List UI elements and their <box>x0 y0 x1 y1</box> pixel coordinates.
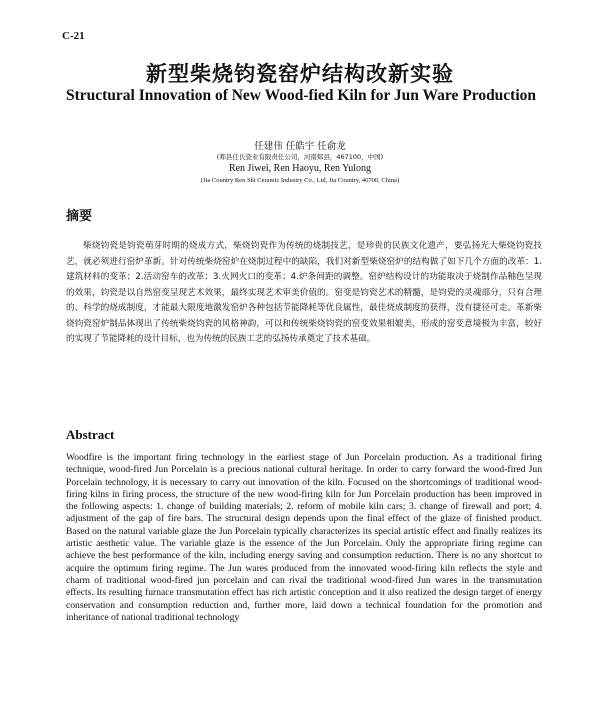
abstract-heading-chinese: 摘要 <box>66 209 93 224</box>
affiliation-english: (Jia Country Ren Shi Ceramic Industry Co., Ltd, Jia Country, 46700, China) <box>200 177 400 184</box>
abstract-body-english: Woodfire is the important firing technology in the earliest stage of Jun Porcelain production. As a traditional firing technique, wood-fired Jun Porcelain is a precious national cultural heritage. In order to carry forward the wood-fired Jun Porcelain technology, it is necessary to carry out innovation of the kiln. Focused on the shortcomings of traditional wood-firing kilns in firing process, the structure of the new wood-firing kiln for Jun Porcelain production has been improved in the following aspects: 1. change of building materials; 2. reform of mobile kiln cars; 3. change of firewall and port; 4. adjustment of the gap of fire bars. The structural design depends upon the final effect of the glaze of finished product. Based on the natural variable glaze the Jun Porcelain typically characterizes its special artistic effect and finally realizes its artistic aesthetic value. The variable glaze is the essence of the Jun Porcelain. Only the appropriate firing regime can achieve the best performance of the kiln, including energy saving and consumption reduction. There is no any shortcut to acquire the optimum firing regime. The Jun wares produced from the innovated wood-firing kiln reflects the style and charm of traditional wood-fired jun porcelain and can rival the traditional wood-fired Jun wares in the transmutation effects. Its resulting furnace transmutation effect has rich artistic conception and it also realized the design target of energy conservation and consumption reduction and, further more, laid down a technical foundation for the promotion and inheritance of national traditional technology <box>66 452 542 623</box>
abstract-heading-english: Abstract <box>66 427 115 442</box>
authors-english: Ren Jiwei, Ren Haoyu, Ren Yulong <box>228 163 372 174</box>
abstract-body-chinese: 柴烧钧瓷是钧瓷萌芽时期的烧成方式，柴烧钧瓷作为传统的烧制技艺，是珍贵的民族文化遗产，要弘扬光大柴烧钧瓷技艺，就必须进行窑炉革新。针对传统柴烧窑炉在烧制过程中的缺陷，我们对新型柴烧窑炉的结构做了如下几个方面的改革：1.建筑材料的变革；2.活动窑车的改革；3.火网火口的变革；4.炉条间距的调整。窑炉结构设计的功能取决于烧制作品釉色呈现的效果，钧瓷是以自然窑变呈现艺术效果，最终实现艺术审美价值的。窑变是钧瓷艺术的精髓，是钧瓷的灵魂部分，只有合理的、科学的烧成制度，才能最大限度地激发窑炉各种包括节能降耗等优良属性，最佳烧成制度的获得，没有捷径可走。革新柴烧钧瓷窑炉制品体现出了传统柴烧钧瓷的风格神韵，可以和传统柴烧钧瓷的窑变效果相媲美，形成的窑变意境极为丰富，较好的实现了节能降耗的设计目标，也为传统的民族工艺的弘扬传承奠定了技术基础。 <box>66 241 542 344</box>
title-chinese: 新型柴烧钧瓷窑炉结构改新实验 <box>146 62 454 86</box>
title-english: Structural Innovation of New Wood-fied Kiln for Jun Ware Production <box>65 87 537 104</box>
authors-chinese: 任建伟 任皓宇 任俞龙 <box>254 141 346 152</box>
page-number: C-21 <box>62 30 85 42</box>
affiliation-chinese: (郏县任氏瓷业有限责任公司，河南郏县，467100，中国) <box>216 153 384 161</box>
